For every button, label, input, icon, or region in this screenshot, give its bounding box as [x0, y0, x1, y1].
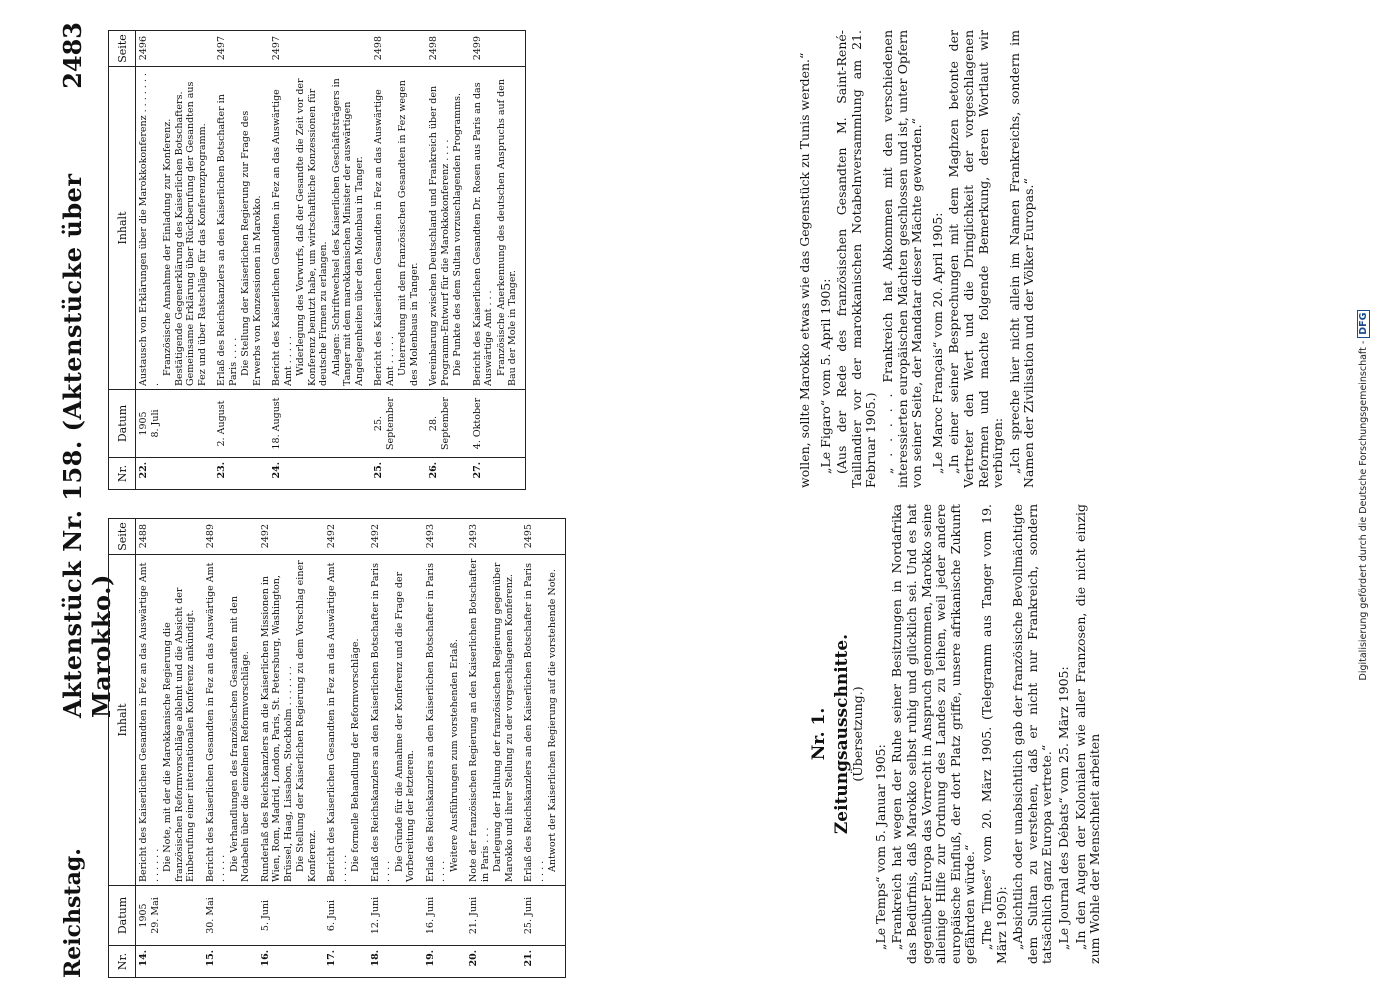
row-content — [203, 555, 258, 886]
row-content-line: Die Stellung der Kaiserlichen Regierung zur Frage des Erwerbs von Konzessionen in Marokko. — [240, 110, 263, 386]
row-date: 21. Juni — [466, 886, 521, 946]
col-header-datum: Datum — [109, 390, 136, 458]
row-date: 25. September — [371, 390, 426, 458]
row-content-line: Unterredung mit dem französischen Gesandten in Fez wegen des Molenbaus in Tanger. — [397, 80, 420, 386]
table-row — [466, 519, 521, 978]
row-content-line: Bericht des Kaiserlichen Gesandten in Fez an das Auswärtige Amt . . . . . — [204, 562, 227, 882]
row-content-line: Erlaß des Reichskanzlers an den Kaiserlichen Botschafter in Paris . . . . — [216, 94, 239, 386]
paragraph: „Absichtlich oder unabsichtlich gab der französische Bevollmächtigte dem Sultan zu verstehen, daß er nicht nur Frankreich, sondern tatsächlich ganz Europa vertrete.“ — [1010, 504, 1055, 964]
paragraph: „Le Figaro“ vom 5. April 1905: — [817, 278, 833, 474]
row-page: 2493 — [423, 519, 467, 555]
row-content — [466, 555, 521, 886]
row-content — [136, 555, 203, 886]
table-row — [368, 519, 423, 978]
row-page: 2492 — [368, 519, 423, 555]
paragraph: „In einer seiner Besprechungen mit dem Maghzen betonte der Vertreter den Wert und die Dringlichkeit der vorgeschlagenen Reformen und machte folgende Bemerkung, deren Wortlaut wir verbürgen: — [946, 30, 1006, 488]
row-page: 2497 — [269, 31, 371, 67]
col-header-datum: Datum — [109, 886, 136, 946]
row-number: 19. — [423, 946, 467, 978]
table-row — [470, 31, 526, 490]
col-header-inhalt: Inhalt — [109, 555, 136, 886]
row-content — [423, 555, 467, 886]
row-content-line: Note der französischen Regierung an den Kaiserlichen Botschafter in Paris . . . — [468, 558, 491, 882]
text-column-left — [798, 504, 1105, 964]
row-content-line: Die Gründe für die Annahme der Konferenz und die Frage der Vorbereitung der letzteren. — [393, 571, 416, 882]
row-content — [371, 67, 426, 390]
paragraph: „In den Augen der Kolonialen wie aller Franzosen, die nicht einzig zum Wohle der Menschheit arbeiten — [1072, 504, 1103, 964]
paragraph: „Frankreich hat wegen der Ruhe seiner Besitzungen in Nordafrika das Bedürfnis, daß Marokko selbst ruhig und glücklich sei. Und es hat gegenüber Europa das Vorrecht in Anspruch genommen, Marokko seine alleinige Hilfe zur Ordnung des Landes zu leihen, weil jeder andere europäische Einfluß, der dort Platz griffe, unsere afrikanische Zukunft gefährden würde.“ — [889, 504, 978, 964]
text-column-right — [798, 30, 1039, 488]
running-title: Reichstag. — [60, 848, 86, 978]
table-row — [203, 519, 258, 978]
col-header-inhalt: Inhalt — [109, 67, 136, 390]
col-header-nr: Nr. — [109, 946, 136, 978]
section-number: Nr. 1. — [809, 707, 829, 761]
digitization-note — [1358, 30, 1369, 960]
row-number: 16. — [258, 946, 325, 978]
row-number: 20. — [466, 946, 521, 978]
row-content — [521, 555, 565, 886]
row-page: 2489 — [203, 519, 258, 555]
row-page: 2497 — [214, 31, 269, 67]
row-content — [258, 555, 325, 886]
row-page: 2495 — [521, 519, 565, 555]
row-content — [324, 555, 368, 886]
row-date: 5. Juni — [258, 886, 325, 946]
row-content-line: Widerlegung des Vorwurfs, daß der Gesandte die Zeit vor der Konferenz benutzt habe, um wirtschaftliche Konzessionen für deutsche Firmen zu erlangen. — [295, 78, 329, 386]
table-row — [324, 519, 368, 978]
row-page: 2498 — [371, 31, 426, 67]
table-row — [423, 519, 467, 978]
section-title: Zeitungsausschnitte. — [831, 633, 852, 835]
row-content-line: Französische Annahme der Einladung zur Konferenz. Bestätigende Gegenerklärung des Kaiserlichen Botschafters. Gemeinsame Erklärung über Rückberufung der Gesandten aus Fez und über Ratschläge für das Konferenzprogramm. — [162, 81, 208, 386]
row-content — [136, 67, 215, 390]
page-number: 2483 — [58, 22, 87, 89]
row-page: 2488 — [136, 519, 203, 555]
row-date: 16. Juni — [423, 886, 467, 946]
row-date: 30. Mai — [203, 886, 258, 946]
row-content-line: Die Punkte des dem Sultan vorzuschlagenden Programms. — [452, 92, 463, 376]
dfg-logo: DFG — [1357, 310, 1370, 338]
row-content-line: Erlaß des Reichskanzlers an den Kaiserlichen Botschafter in Paris . . . . — [523, 563, 546, 882]
row-page: 2499 — [470, 31, 526, 67]
row-page: 2496 — [136, 31, 215, 67]
row-content-line: Die formelle Behandlung der Reformvorschläge. — [350, 638, 361, 872]
row-number: 25. — [371, 458, 426, 490]
table-row — [521, 519, 565, 978]
row-number: 23. — [214, 458, 269, 490]
row-date: 2. August — [214, 390, 269, 458]
row-page: 2493 — [466, 519, 521, 555]
row-content-line: Vereinbarung zwischen Deutschland und Frankreich über den Programm-Entwurf für die Marokkokonferenz . . . . — [428, 85, 451, 386]
table-row — [258, 519, 325, 978]
row-content-line: Bericht des Kaiserlichen Gesandten in Fez an das Auswärtige Amt . . . . . — [373, 89, 396, 386]
paragraph: „Le Journal des Débats“ vom 25. März 1905: — [1055, 666, 1071, 950]
row-page: 2498 — [426, 31, 470, 67]
document-title: Aktenstück Nr. 158. (Aktenstücke über Marokko.) — [58, 173, 116, 718]
contents-table-right — [108, 30, 526, 490]
row-content-line: Die Verhandlungen des französischen Gesandten mit den Notabeln über die einzelnen Reformvorschläge. — [228, 596, 251, 882]
row-content-line: Bericht des Kaiserlichen Gesandten in Fez an das Auswärtige Amt . . . . . — [271, 89, 294, 386]
row-date: 25. Juni — [521, 886, 565, 946]
row-content-line: Austausch von Erklärungen über die Marokkokonferenz . . . . . . . . — [138, 73, 161, 386]
digitization-text: Digitalisierung gefördert durch die Deutsche Forschungsgemeinschaft - — [1358, 340, 1369, 681]
row-number: 18. — [368, 946, 423, 978]
contents-table-left — [108, 518, 566, 978]
row-page: 2492 — [258, 519, 325, 555]
row-content-line: Runderlaß des Reichskanzlers an die Kaiserlichen Missionen in Wien, Rom, Madrid, London, Paris, St. Petersburg, Washington, Brüssel, Haag, Lissabon, Stockholm . . . . . . . — [259, 575, 294, 882]
row-date: 18. August — [269, 390, 371, 458]
row-date: 28. September — [426, 390, 470, 458]
table-body-right — [136, 31, 526, 490]
row-date: 4. Oktober — [470, 390, 526, 458]
table-row — [214, 31, 269, 490]
col-header-seite: Seite — [109, 31, 136, 67]
paragraph: „Le Maroc Français“ vom 20. April 1905: — [929, 212, 945, 474]
row-number: 27. — [470, 458, 526, 490]
paragraph: wollen, sollte Marokko etwas wie das Gegenstück zu Tunis werden.“ — [797, 52, 812, 488]
row-content-line: Antwort der Kaiserlichen Regierung auf die vorstehende Note. — [547, 569, 558, 872]
row-number: 15. — [203, 946, 258, 978]
row-content-line: Weitere Ausführungen zum vorstehenden Erlaß. — [448, 639, 460, 872]
paragraph: „Le Temps“ vom 5. Januar 1905: — [872, 744, 888, 950]
row-number: 26. — [426, 458, 470, 490]
row-content — [368, 555, 423, 886]
row-number: 17. — [324, 946, 368, 978]
row-content — [426, 67, 470, 390]
table-row — [136, 31, 215, 490]
col-header-nr: Nr. — [109, 458, 136, 490]
row-content-line: Französische Anerkennung des deutschen Anspruchs auf den Bau der Mole in Tanger. — [495, 79, 518, 386]
row-content — [470, 67, 526, 390]
row-number: 21. — [521, 946, 565, 978]
table-row — [371, 31, 426, 490]
row-content — [269, 67, 371, 390]
row-date: 1905 29. Mai — [136, 886, 203, 946]
row-date: 6. Juni — [324, 886, 368, 946]
row-content — [214, 67, 269, 390]
table-header-row — [109, 31, 136, 490]
row-number: 14. — [136, 946, 203, 978]
table-body-left — [136, 519, 566, 978]
row-content-line: Erlaß des Reichskanzlers an den Kaiserlichen Botschafter in Paris . . . . — [424, 563, 447, 882]
page-header — [52, 22, 116, 978]
row-content-line: Bericht des Kaiserlichen Gesandten Dr. Rosen aus Paris an das Auswärtige Amt . . . — [471, 82, 494, 386]
paragraph: „Ich spreche hier nicht allein im Namen Frankreichs, sondern im Namen der Zivilisation und der Völker Europas.“ — [1006, 30, 1037, 488]
table-row — [426, 31, 470, 490]
row-number: 22. — [136, 458, 215, 490]
paragraph: „The Times“ vom 20. März 1905. (Telegramm aus Tanger vom 19. März 1905): — [978, 504, 1009, 964]
row-date: 1905 8. Juli — [136, 390, 215, 458]
paragraph: (Aus der Rede des französischen Gesandten M. Saint-René-Taillandier vor der marokkanischen Notabelnversammlung am 21. Februar 1905.) — [834, 30, 879, 488]
section-subtitle: (Übersetzung.) — [850, 686, 866, 782]
row-page: 2492 — [324, 519, 368, 555]
row-number: 24. — [269, 458, 371, 490]
table-header-row — [109, 519, 136, 978]
row-date: 12. Juni — [368, 886, 423, 946]
paragraph: „ . . . . . Frankreich hat Abkommen mit den verschiedenen interessierten europäischen Mächten geschlossen und ist, unter Opfern von seiner Seite, der Mandatar dieser Mächte geworden.“ — [879, 30, 925, 488]
row-content-line: Bericht des Kaiserlichen Gesandten in Fez an das Auswärtige Amt . . . . . — [326, 562, 349, 882]
table-row — [136, 519, 203, 978]
row-content-line: Erlaß des Reichskanzlers an den Kaiserlichen Botschafter in Paris . . . . — [369, 563, 392, 882]
row-content-line: Darlegung der Haltung der französischen Regierung gegenüber Marokko und ihrer Stellung zu der vorgeschlagenen Konferenz. — [492, 562, 515, 882]
row-content-line: Die Stellung der Kaiserlichen Regierung zu dem Vorschlag einer Konferenz. — [295, 560, 318, 882]
row-content-line: Die Note, mit der die Marokkanische Regierung die französischen Reformvorschläge ablehnt und die Absicht der Einberufung einer internationalen Konferenz ankündigt. — [162, 587, 196, 882]
row-content-line: Anlagen: Schriftwechsel des Kaiserlichen Geschäftsträgers in Tanger mit dem marokkanischen Minister der auswärtigen Angelegenheiten über den Molenbau in Tanger. — [330, 78, 365, 386]
row-content-line: Bericht des Kaiserlichen Gesandten in Fez an das Auswärtige Amt . . . . . . — [138, 562, 161, 882]
col-header-seite: Seite — [109, 519, 136, 555]
table-row — [269, 31, 371, 490]
